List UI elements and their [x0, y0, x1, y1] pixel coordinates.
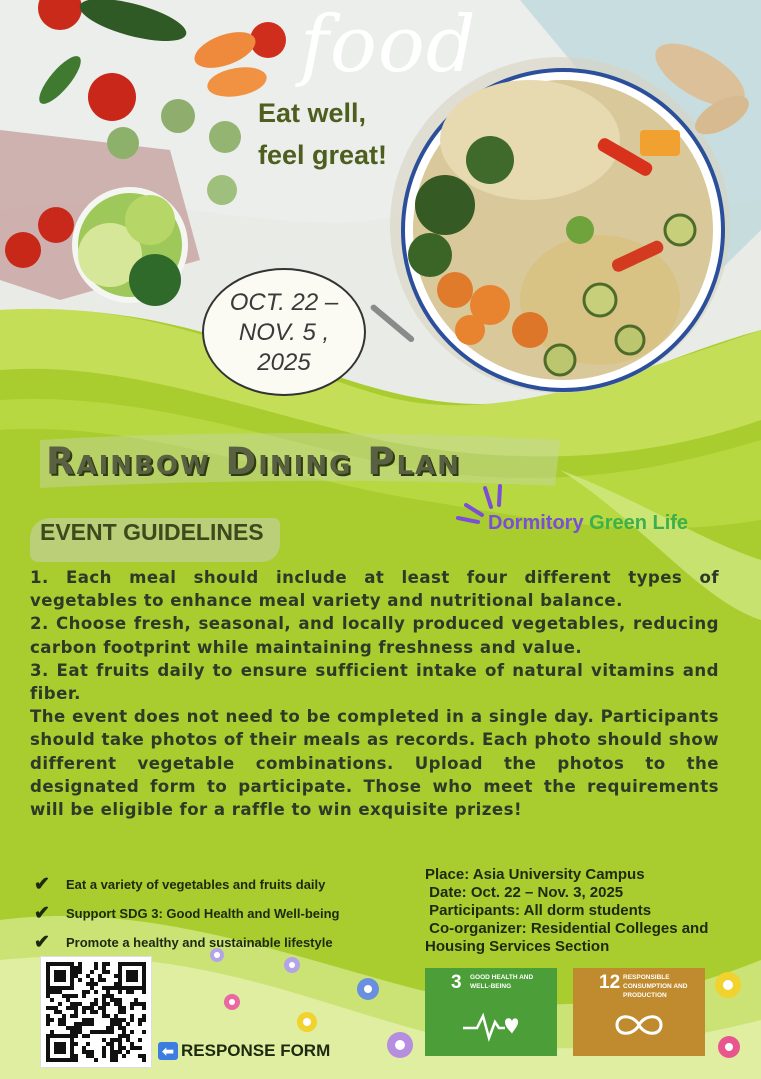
heartbeat-icon: [461, 1008, 525, 1044]
info-participants: Participants: All dorm students: [425, 902, 652, 919]
info-place: Place: Asia University Campus: [425, 866, 645, 883]
guidelines-heading: EVENT GUIDELINES: [40, 519, 264, 545]
info-date: Date: Oct. 22 – Nov. 3, 2025: [425, 884, 624, 901]
date-line-2: NOV. 5 ,: [238, 319, 330, 346]
food-script-title: food: [300, 0, 477, 90]
checklist-text: Support SDG 3: Good Health and Well-being: [66, 905, 340, 921]
sdg-3-badge: [425, 968, 557, 1056]
guideline-1: 1. Each meal should include at least four different types of vegetables to enhance meal variety and nutritional balance.: [30, 568, 719, 611]
date-badge: [202, 268, 366, 396]
qr-code-image: [41, 957, 151, 1067]
checkmark-icon: ✔: [34, 902, 50, 924]
checkmark-icon: ✔: [34, 931, 50, 953]
checklist: [34, 872, 339, 959]
sdg-3-number: 3: [451, 972, 462, 993]
checklist-item: [34, 872, 339, 896]
sdg-12-number: 12: [599, 972, 621, 993]
date-line-1: OCT. 22 –: [229, 289, 339, 316]
brand-part-2: Green Life: [589, 512, 689, 534]
info-coorganizer-1: Co-organizer: Residential Colleges and: [425, 920, 709, 937]
response-form-label: RESPONSE FORM: [181, 1041, 331, 1060]
brand-part-1: Dormitory: [488, 512, 584, 534]
checklist-text: Eat a variety of vegetables and fruits daily: [66, 876, 326, 892]
event-title: Rainbow Dining Plan: [46, 440, 461, 483]
response-form-link[interactable]: [158, 1041, 330, 1061]
tagline-line-1: Eat well,: [258, 98, 367, 128]
guideline-3: 3. Eat fruits daily to ensure sufficient intake of natural vitamins and fiber.: [30, 660, 719, 704]
info-coorganizer-2: Housing Services Section: [425, 938, 610, 955]
sdg-12-badge: [573, 968, 705, 1056]
sdg-12-label: RESPONSIBLE CONSUMPTION AND PRODUCTION: [623, 974, 688, 999]
date-line-3: 2025: [257, 349, 311, 376]
guidelines-body: [30, 566, 719, 821]
checklist-text: Promote a healthy and sustainable lifestyle: [66, 934, 333, 950]
sdg-3-label: GOOD HEALTH AND WELL-BEING: [470, 974, 534, 990]
checkmark-icon: ✔: [34, 873, 50, 895]
event-info: [425, 866, 708, 956]
guideline-event-note: The event does not need to be completed in a single day. Participants should take photos of their meals as records. Each photo should show different vegetable combinations. Upload the photos to the designated form to participate. Those who meet the requirements will be eligible for a raffle to win exquisite prizes!: [30, 707, 719, 820]
tagline-line-2: feel great!: [258, 140, 388, 170]
checklist-item: [34, 901, 339, 925]
guideline-2: 2. Choose fresh, seasonal, and locally produced vegetables, reducing carbon footprint while maintaining freshness and value.: [30, 614, 719, 657]
checklist-item: [34, 930, 339, 954]
infinity-icon: [611, 1010, 667, 1040]
left-arrow-icon: ⬅: [158, 1042, 178, 1060]
brand-dormitory-green-life: [488, 512, 688, 535]
qr-code[interactable]: [40, 956, 152, 1068]
